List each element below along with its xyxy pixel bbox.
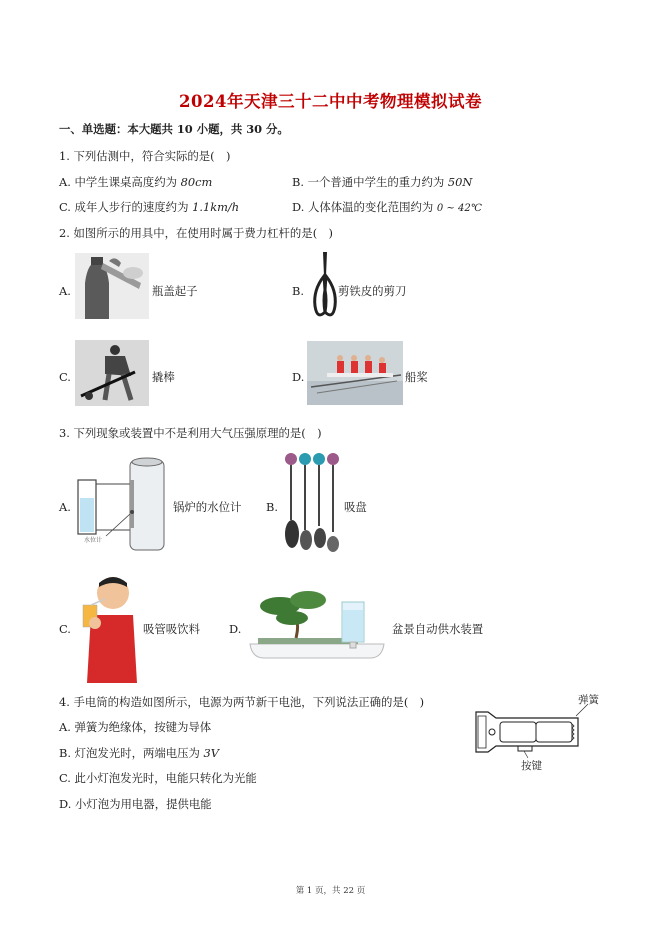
q2-stem: 2. 如图所示的用具中，在使用时属于费力杠杆的是( ) [59, 226, 333, 240]
q4-stem: 4. 手电筒的构造如图所示，电源为两节新干电池，下列说法正确的是( ) [59, 695, 425, 709]
q3-stem: 3. 下列现象或装置中不是利用大气压强原理的是( ) [59, 426, 322, 440]
q1-option-a[interactable] [59, 174, 212, 190]
q2-option-b-letter[interactable]: B. [292, 284, 304, 298]
q1-option-d-text: D. 人体体温的变化范围约为 [292, 200, 437, 214]
q1-stem: 1. 下列估测中，符合实际的是( ) [59, 149, 231, 163]
q3-option-b-label: 吸盘 [344, 500, 367, 514]
page-footer: 第 1 页，共 22 页 [295, 886, 366, 896]
q2-option-d-label: 船桨 [405, 370, 428, 384]
flashlight-spring-label: 弹簧 [578, 694, 599, 706]
q3-option-b-letter[interactable]: B. [266, 500, 278, 514]
bonsai-water-supply-image [246, 588, 388, 664]
drinking-straw-image [77, 571, 139, 683]
q4-option-b-text: B. 灯泡发光时，两端电压为 [59, 746, 204, 760]
bottle-opener-image [75, 253, 149, 319]
q4-option-d[interactable]: D. 小灯泡为用电器，提供电能 [59, 797, 212, 811]
crowbar-image [75, 340, 149, 406]
q2-option-d-letter[interactable]: D. [292, 370, 305, 384]
q1-option-c[interactable] [59, 199, 239, 215]
rowing-image [307, 341, 403, 405]
tin-shears-image [311, 250, 339, 322]
flashlight-button-label: 按键 [521, 760, 542, 772]
q3-option-d-label: 盆景自动供水装置 [392, 622, 484, 636]
q3-option-a-sublabel: 水位计 [84, 537, 103, 544]
q1-option-c-text: C. 成年人步行的速度约为 [59, 200, 193, 214]
page-title: 2024年天津三十二中中考物理模拟试卷 [179, 92, 482, 111]
suction-cup-hooks-image [283, 450, 341, 554]
q3-option-d-letter[interactable]: D. [229, 622, 242, 636]
q1-option-b-text: B. 一个普通中学生的重力约为 [292, 175, 448, 189]
q3-option-c-label: 吸管吸饮料 [143, 622, 200, 636]
q4-option-b[interactable] [59, 745, 219, 761]
q1-option-b-math: 50N [447, 175, 473, 189]
q3-option-c-letter[interactable]: C. [59, 622, 71, 636]
q3-option-a-label: 锅炉的水位计 [173, 500, 242, 514]
q1-option-a-math: 80cm [180, 175, 213, 189]
q4-option-a[interactable]: A. 弹簧为绝缘体，按键为导体 [59, 720, 212, 734]
q4-option-c[interactable]: C. 此小灯泡发光时，电能只转化为光能 [59, 771, 257, 785]
q2-option-a-letter[interactable]: A. [59, 284, 71, 298]
q2-option-c-label: 撬棒 [152, 370, 175, 384]
q2-option-b-label: 剪铁皮的剪刀 [338, 284, 407, 298]
q2-option-a-label: 瓶盖起子 [152, 284, 198, 298]
q3-option-a-letter[interactable]: A. [59, 500, 71, 514]
q1-option-a-text: A. 中学生课桌高度约为 [59, 175, 181, 189]
q1-option-b[interactable] [292, 174, 472, 190]
q1-option-c-math: 1.1km/h [192, 200, 240, 214]
q1-option-d-math: 0 ~ 42℃ [436, 203, 482, 214]
q2-option-c-letter[interactable]: C. [59, 370, 71, 384]
section-heading: 一、单选题：本大题共 10 小题，共 30 分。 [59, 122, 289, 136]
q4-option-b-math: 3V [203, 746, 220, 760]
q1-option-d[interactable] [292, 199, 482, 217]
